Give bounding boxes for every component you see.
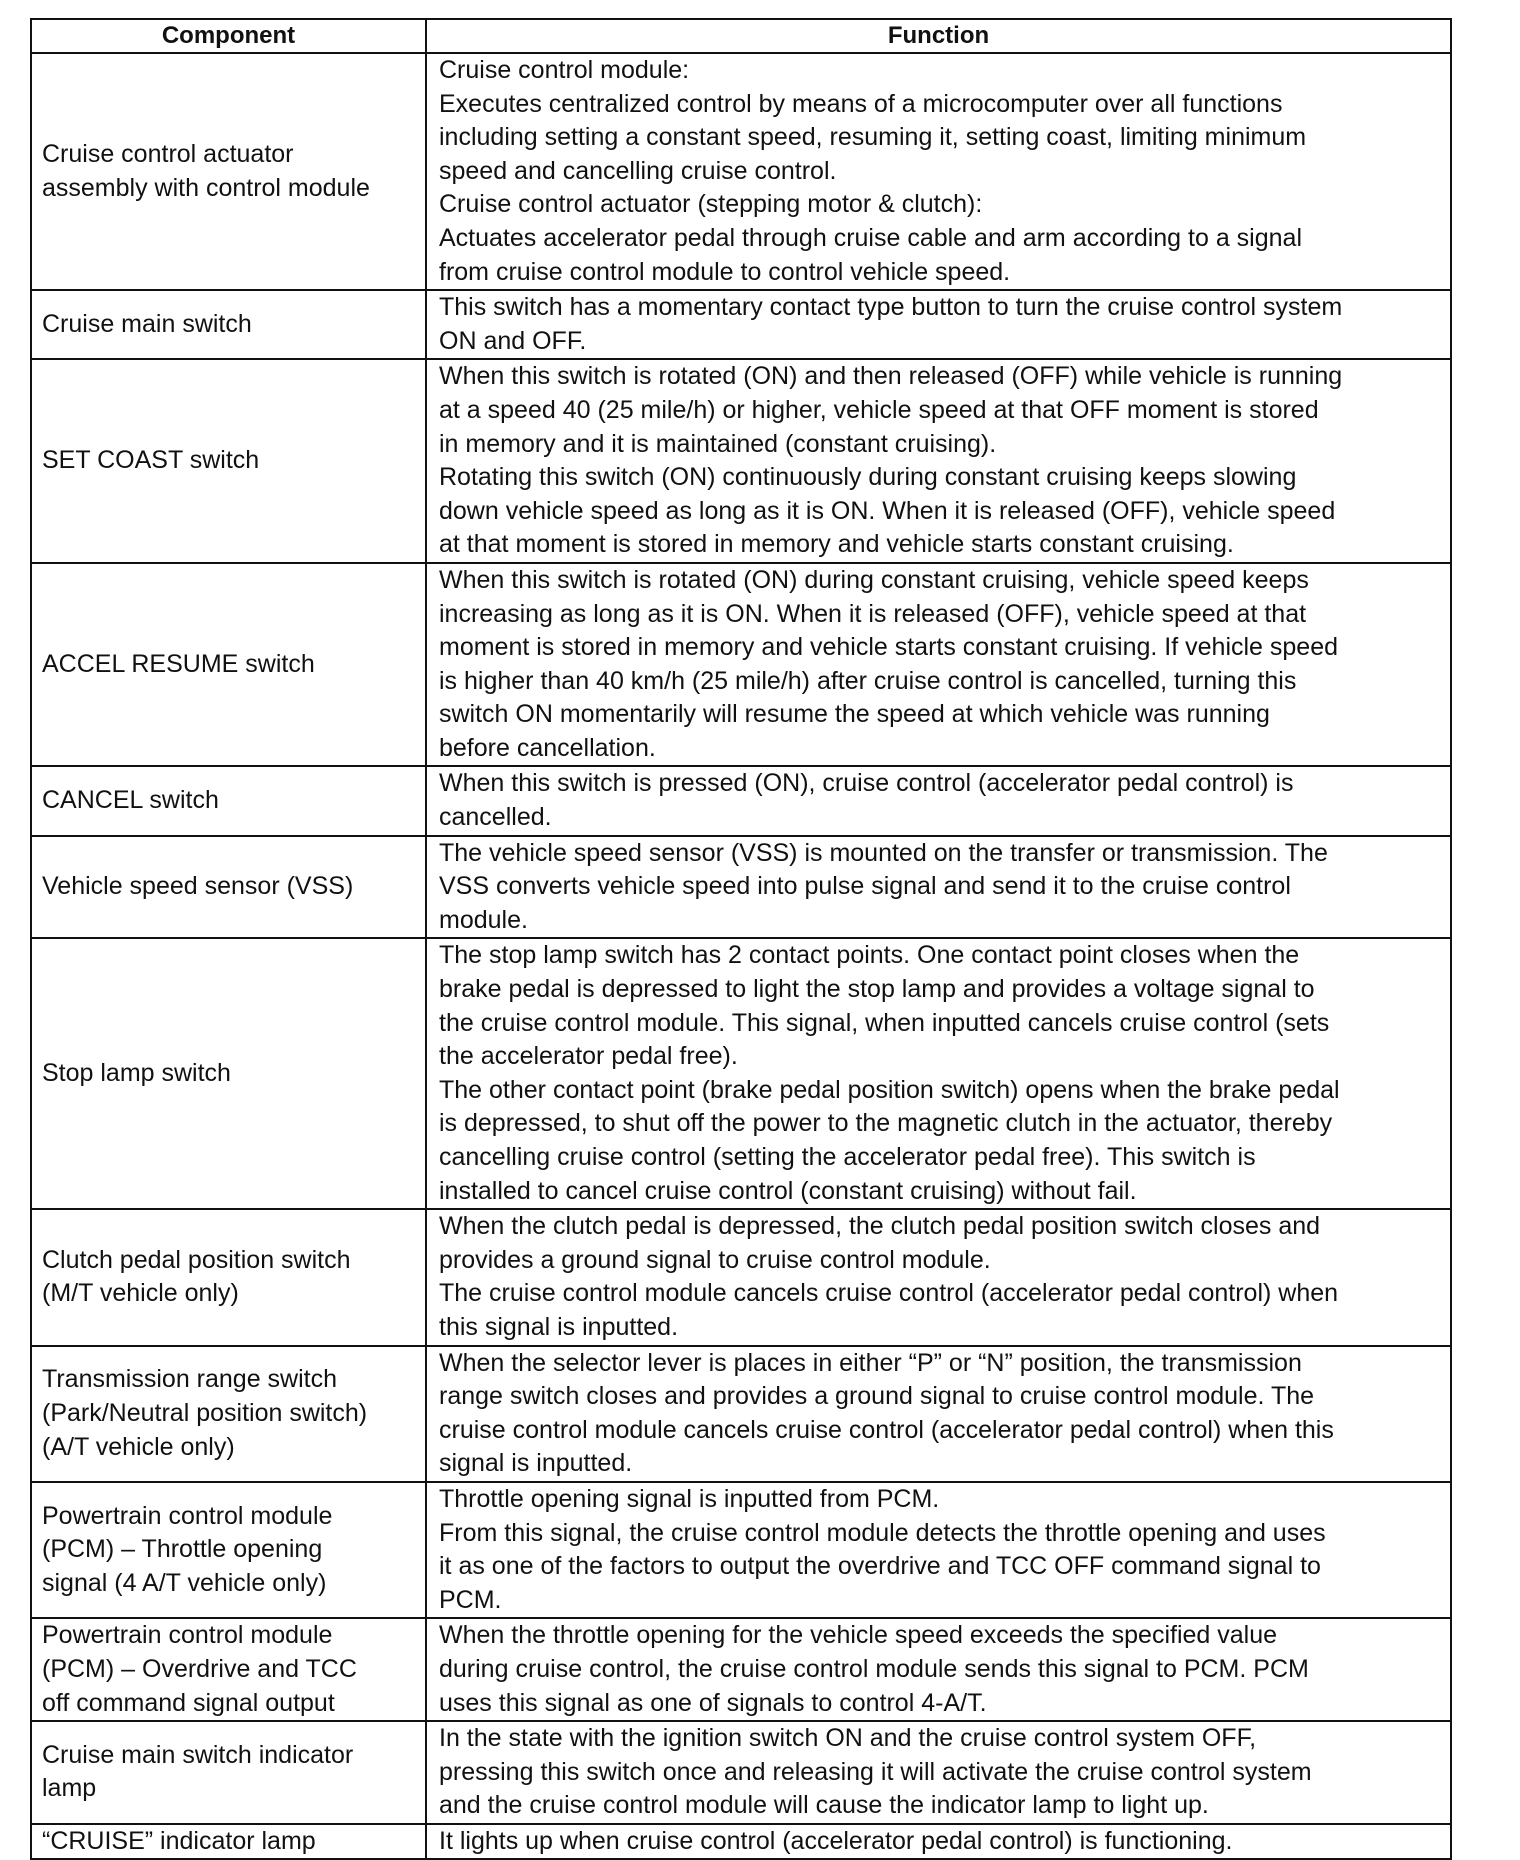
function-cell [426, 938, 1451, 1209]
function-text-line: ON and OFF. [439, 326, 587, 355]
function-text-line: is depressed, to shut off the power to the magnetic clutch in the actuator, thereby [439, 1109, 1333, 1138]
function-text-line: pressing this switch once and releasing it will activate the cruise control system [439, 1757, 1312, 1786]
component-text-line: (M/T vehicle only) [42, 1279, 239, 1308]
component-cell [31, 359, 426, 563]
component-text-line: (Park/Neutral position switch) [42, 1398, 368, 1427]
function-cell [426, 836, 1451, 939]
function-cell [426, 1482, 1451, 1618]
table-row [31, 563, 1451, 767]
component-text-line: Powertrain control module [42, 1621, 333, 1650]
component-text-line: assembly with control module [42, 173, 370, 202]
function-text-line: This switch has a momentary contact type button to turn the cruise control system [439, 293, 1343, 322]
function-text-line: switch ON momentarily will resume the speed at which vehicle was running [439, 700, 1270, 729]
function-text-line: PCM. [439, 1585, 502, 1614]
function-text-line: cancelling cruise control (setting the accelerator pedal free). This switch is [439, 1143, 1256, 1171]
function-text-line: uses this signal as one of signals to control 4-A/T. [439, 1688, 987, 1717]
component-text-line: off command signal output [42, 1688, 335, 1717]
function-text-line: in memory and it is maintained (constant cruising). [439, 429, 997, 458]
component-text-line: (PCM) – Overdrive and TCC [42, 1654, 357, 1683]
function-text-line: it as one of the factors to output the overdrive and TCC OFF command signal to [439, 1552, 1321, 1581]
function-text-line: moment is stored in memory and vehicle starts constant cruising. If vehicle speed [439, 633, 1339, 662]
function-text-line: When this switch is pressed (ON), cruise control (accelerator pedal control) is [439, 769, 1294, 798]
component-text-line: “CRUISE” indicator lamp [42, 1826, 316, 1855]
component-cell [31, 938, 426, 1209]
table-row [31, 1346, 1451, 1482]
function-text-line: before cancellation. [439, 733, 656, 762]
component-cell [31, 836, 426, 939]
function-text-line: installed to cancel cruise control (constant cruising) without fail. [439, 1176, 1137, 1205]
function-text-line: cancelled. [439, 803, 552, 832]
component-text-line: Cruise main switch [42, 309, 252, 338]
component-cell [31, 1618, 426, 1721]
component-text-line: Stop lamp switch [42, 1059, 231, 1088]
component-cell [31, 290, 426, 359]
function-text-line: Executes centralized control by means of a microcomputer over all functions [439, 89, 1283, 118]
table-row [31, 766, 1451, 835]
component-text-line: lamp [42, 1774, 97, 1803]
function-text-line: When the throttle opening for the vehicle speed exceeds the specified value [439, 1621, 1278, 1650]
function-text-line: The stop lamp switch has 2 contact points. One contact point closes when the [439, 941, 1300, 970]
function-text-line: brake pedal is depressed to light the stop lamp and provides a voltage signal to [439, 975, 1315, 1004]
function-text-line: and the cruise control module will cause the indicator lamp to light up. [439, 1791, 1209, 1820]
component-cell [31, 1209, 426, 1345]
function-text-line: Cruise control module: [439, 56, 690, 84]
function-text-line: cruise control module cancels cruise control (accelerator pedal control) when this [439, 1415, 1334, 1444]
component-text-line: CANCEL switch [42, 786, 219, 815]
function-text-line: at that moment is stored in memory and vehicle starts constant cruising. [439, 530, 1234, 559]
function-text-line: provides a ground signal to cruise control module. [439, 1245, 991, 1274]
function-text-line: VSS converts vehicle speed into pulse signal and send it to the cruise control [439, 872, 1291, 901]
component-cell [31, 1482, 426, 1618]
function-text-line: the cruise control module. This signal, when inputted cancels cruise control (sets [439, 1008, 1330, 1037]
function-text-line: from cruise control module to control vehicle speed. [439, 257, 1011, 286]
function-cell [426, 1824, 1451, 1860]
component-text-line: Powertrain control module [42, 1501, 333, 1530]
table-row [31, 1721, 1451, 1824]
table-row [31, 1209, 1451, 1345]
table-body [31, 53, 1451, 1859]
function-cell [426, 1346, 1451, 1482]
component-text-line: Clutch pedal position switch [42, 1245, 351, 1274]
function-text-line: including setting a constant speed, resuming it, setting coast, limiting minimum [439, 123, 1307, 152]
function-text-line: When the selector lever is places in either “P” or “N” position, the transmission [439, 1348, 1302, 1377]
function-text-line: When the clutch pedal is depressed, the clutch pedal position switch closes and [439, 1212, 1321, 1241]
table-row [31, 938, 1451, 1209]
component-cell [31, 563, 426, 767]
function-text-line: It lights up when cruise control (accelerator pedal control) is functioning. [439, 1826, 1233, 1855]
function-text-line: The vehicle speed sensor (VSS) is mounted on the transfer or transmission. The [439, 838, 1328, 867]
function-text-line: In the state with the ignition switch ON and the cruise control system OFF, [439, 1724, 1257, 1753]
table-row [31, 1618, 1451, 1721]
function-text-line: Rotating this switch (ON) continuously during constant cruising keeps slowing [439, 463, 1297, 492]
document-page [30, 18, 1450, 1860]
function-text-line: is higher than 40 km/h (25 mile/h) after cruise control is cancelled, turning this [439, 666, 1297, 695]
component-cell [31, 1824, 426, 1860]
component-text-line: (PCM) – Throttle opening [42, 1535, 323, 1564]
function-text-line: this signal is inputted. [439, 1312, 679, 1341]
function-text-line: Throttle opening signal is inputted from PCM. [439, 1484, 940, 1513]
table-row [31, 836, 1451, 939]
function-text-line: the accelerator pedal free). [439, 1042, 738, 1071]
function-cell [426, 53, 1451, 290]
table-row [31, 1482, 1451, 1618]
function-text-line: module. [439, 905, 528, 934]
function-cell [426, 1618, 1451, 1721]
component-cell [31, 1721, 426, 1824]
function-cell [426, 359, 1451, 563]
function-cell [426, 766, 1451, 835]
component-cell [31, 1346, 426, 1482]
component-cell [31, 766, 426, 835]
component-cell [31, 53, 426, 290]
function-cell [426, 563, 1451, 767]
component-text-line: Cruise control actuator [42, 139, 294, 168]
function-text-line: during cruise control, the cruise control module sends this signal to PCM. PCM [439, 1654, 1309, 1683]
function-text-line: When this switch is rotated (ON) during constant cruising, vehicle speed keeps [439, 565, 1309, 594]
table-row [31, 359, 1451, 563]
function-text-line: speed and cancelling cruise control. [439, 156, 837, 185]
table-header-row [31, 19, 1451, 53]
component-text-line: signal (4 A/T vehicle only) [42, 1568, 327, 1597]
function-text-line: range switch closes and provides a ground signal to cruise control module. The [439, 1382, 1315, 1411]
function-text-line: The cruise control module cancels cruise control (accelerator pedal control) when [439, 1279, 1339, 1308]
header-component: Component [31, 19, 426, 53]
component-text-line: (A/T vehicle only) [42, 1432, 235, 1461]
function-text-line: signal is inputted. [439, 1449, 633, 1478]
function-cell [426, 1721, 1451, 1824]
function-text-line: Actuates accelerator pedal through cruise cable and arm according to a signal [439, 223, 1303, 252]
component-text-line: ACCEL RESUME switch [42, 649, 315, 678]
header-function: Function [426, 19, 1451, 53]
function-cell [426, 290, 1451, 359]
function-text-line: increasing as long as it is ON. When it is released (OFF), vehicle speed at that [439, 599, 1307, 628]
component-text-line: Transmission range switch [42, 1365, 338, 1394]
function-text-line: The other contact point (brake pedal position switch) opens when the brake pedal [439, 1075, 1340, 1104]
function-text-line: at a speed 40 (25 mile/h) or higher, vehicle speed at that OFF moment is stored [439, 395, 1319, 424]
table-row [31, 53, 1451, 290]
function-cell [426, 1209, 1451, 1345]
component-text-line: Cruise main switch indicator [42, 1740, 354, 1769]
table-row [31, 290, 1451, 359]
function-text-line: down vehicle speed as long as it is ON. When it is released (OFF), vehicle speed [439, 496, 1336, 525]
function-text-line: When this switch is rotated (ON) and then released (OFF) while vehicle is running [439, 362, 1343, 391]
component-text-line: Vehicle speed sensor (VSS) [42, 872, 354, 901]
function-text-line: Cruise control actuator (stepping motor & clutch): [439, 190, 983, 219]
component-function-table [30, 18, 1452, 1860]
function-text-line: From this signal, the cruise control module detects the throttle opening and uses [439, 1518, 1326, 1547]
table-row [31, 1824, 1451, 1860]
component-text-line: SET COAST switch [42, 446, 260, 475]
